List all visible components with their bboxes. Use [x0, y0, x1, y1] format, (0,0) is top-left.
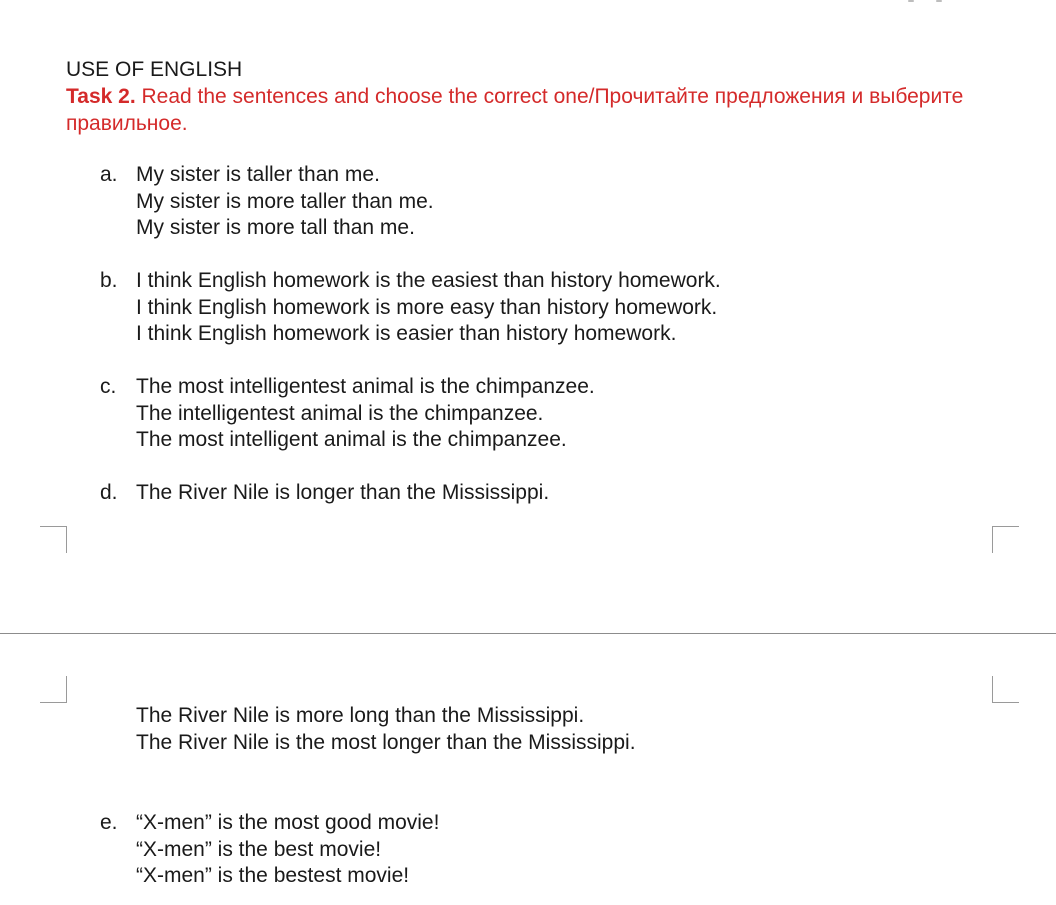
- answer-option: My sister is more tall than me.: [136, 216, 415, 239]
- answer-options: [136, 480, 549, 507]
- answer-option: I think English homework is easier than history homework.: [136, 322, 677, 345]
- section-heading: USE OF ENGLISH: [66, 58, 243, 81]
- page-corner-mark: [992, 526, 1019, 553]
- question-letter: e.: [100, 811, 118, 834]
- question-letter: d.: [100, 481, 118, 504]
- answer-options: [136, 162, 434, 242]
- task-instruction: [66, 83, 966, 137]
- answer-option: “X-men” is the most good movie!: [136, 811, 440, 834]
- answer-options: [136, 374, 595, 454]
- answer-option: “X-men” is the best movie!: [136, 837, 382, 861]
- question-letter: a.: [100, 163, 118, 186]
- answer-option: My sister is taller than me.: [136, 163, 380, 186]
- answer-option: I think English homework is more easy than history homework.: [136, 295, 718, 319]
- answer-option: I think English homework is the easiest than history homework.: [136, 269, 721, 292]
- answer-options: [136, 810, 439, 890]
- page-corner-mark: [40, 526, 67, 553]
- answer-option: The most intelligent animal is the chimpanzee.: [136, 428, 567, 451]
- question-letter: c.: [100, 375, 117, 398]
- answer-option: The River Nile is more long than the Mississippi.: [136, 704, 585, 727]
- page-top-marker: [908, 0, 944, 3]
- answer-option: My sister is more taller than me.: [136, 189, 434, 213]
- answer-option: The River Nile is longer than the Mississippi.: [136, 481, 550, 504]
- task-text: Read the sentences and choose the correct one/Прочитайте предложения и выберите правильное.: [66, 85, 964, 135]
- answer-option: The most intelligentest animal is the chimpanzee.: [136, 375, 595, 398]
- answer-options: [136, 703, 636, 756]
- answer-options: [136, 268, 721, 348]
- page-corner-mark: [40, 676, 67, 703]
- answer-option: The intelligentest animal is the chimpanzee.: [136, 401, 544, 425]
- task-label: Task 2.: [66, 85, 136, 108]
- page-corner-mark: [992, 676, 1019, 703]
- question-letter: b.: [100, 269, 118, 292]
- answer-option: The River Nile is the most longer than the Mississippi.: [136, 730, 636, 754]
- answer-option: “X-men” is the bestest movie!: [136, 864, 410, 887]
